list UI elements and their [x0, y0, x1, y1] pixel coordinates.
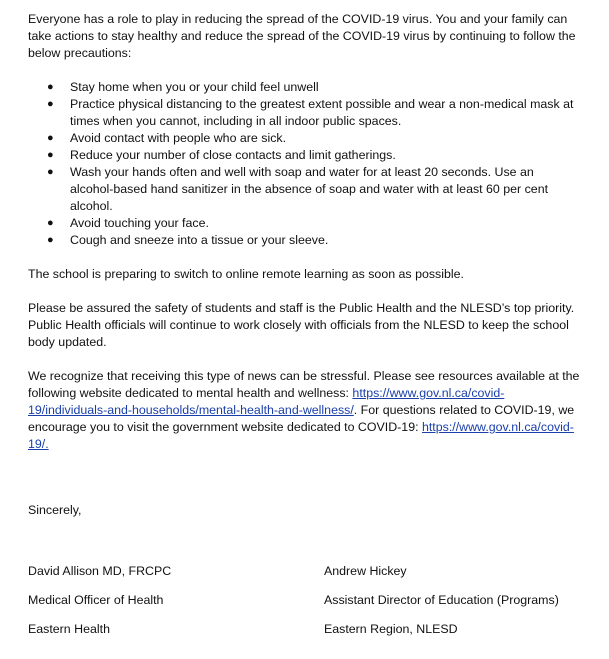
bullet-icon: ● — [47, 166, 54, 178]
bullet-icon: ● — [47, 81, 54, 93]
right-signatory-title: Assistant Director of Education (Programs) — [324, 593, 559, 607]
letter-body — [28, 11, 580, 470]
left-signatory-name: David Allison MD, FRCPC — [28, 564, 172, 578]
precautions-list — [28, 79, 580, 249]
safety-paragraph: Please be assured the safety of students and staff is the Public Health and the NLESD’s top priority. Public Health officials will continue to work closely with officials from the NLESD to keep the school body updated. — [28, 301, 575, 349]
bullet-icon: ● — [47, 217, 54, 229]
closing-text: Sincerely, — [28, 503, 82, 517]
list-item: ● Avoid contact with people who are sick. — [47, 131, 287, 145]
list-item: ● Reduce your number of close contacts and limit gatherings. — [47, 148, 396, 162]
bullet-icon: ● — [47, 98, 54, 110]
bullet-icon: ● — [47, 149, 54, 161]
list-item: ● Cough and sneeze into a tissue or your sleeve. — [47, 233, 329, 247]
list-item: ● Avoid touching your face. — [47, 216, 209, 230]
list-item: ● Practice physical distancing to the greatest extent possible and wear a non-medical mask at times when you cannot, including in all indoor public spaces. — [47, 97, 574, 128]
list-item: ● Wash your hands often and well with soap and water for at least 20 seconds. Use an alcohol-based hand sanitizer in the absence of soap and water with at least 60 per cent alcohol. — [47, 165, 549, 213]
bullet-icon: ● — [47, 234, 54, 246]
left-signatory-org: Eastern Health — [28, 622, 110, 636]
right-signatory-org: Eastern Region, NLESD — [324, 622, 458, 636]
bullet-icon: ● — [47, 132, 54, 144]
right-signatory-name: Andrew Hickey — [324, 564, 407, 578]
resources-paragraph: We recognize that receiving this type of news can be stressful. Please see resources available at the following website dedicated to mental health and wellness: https://www.gov.nl.ca/covid-19/individuals-and-households/mental-health-and-wellness/. For questions related to COVID-19, we encourage you to visit the government website dedicated to COVID-19: https://www.gov.nl.ca/covid-19/. — [28, 369, 580, 451]
mental-health-link[interactable]: https://www.gov.nl.ca/covid-19/individuals-and-households/mental-health-and-wellness/ — [28, 386, 505, 417]
left-signatory-title: Medical Officer of Health — [28, 593, 164, 607]
covid-19-link[interactable]: https://www.gov.nl.ca/covid-19/. — [28, 420, 574, 451]
school-paragraph: The school is preparing to switch to online remote learning as soon as possible. — [28, 267, 464, 281]
list-item: ● Stay home when you or your child feel unwell — [47, 80, 319, 94]
intro-paragraph: Everyone has a role to play in reducing the spread of the COVID-19 virus. You and your family can take actions to stay healthy and reduce the spread of the COVID-19 virus by continuing to follow the below precautions: — [28, 12, 576, 60]
